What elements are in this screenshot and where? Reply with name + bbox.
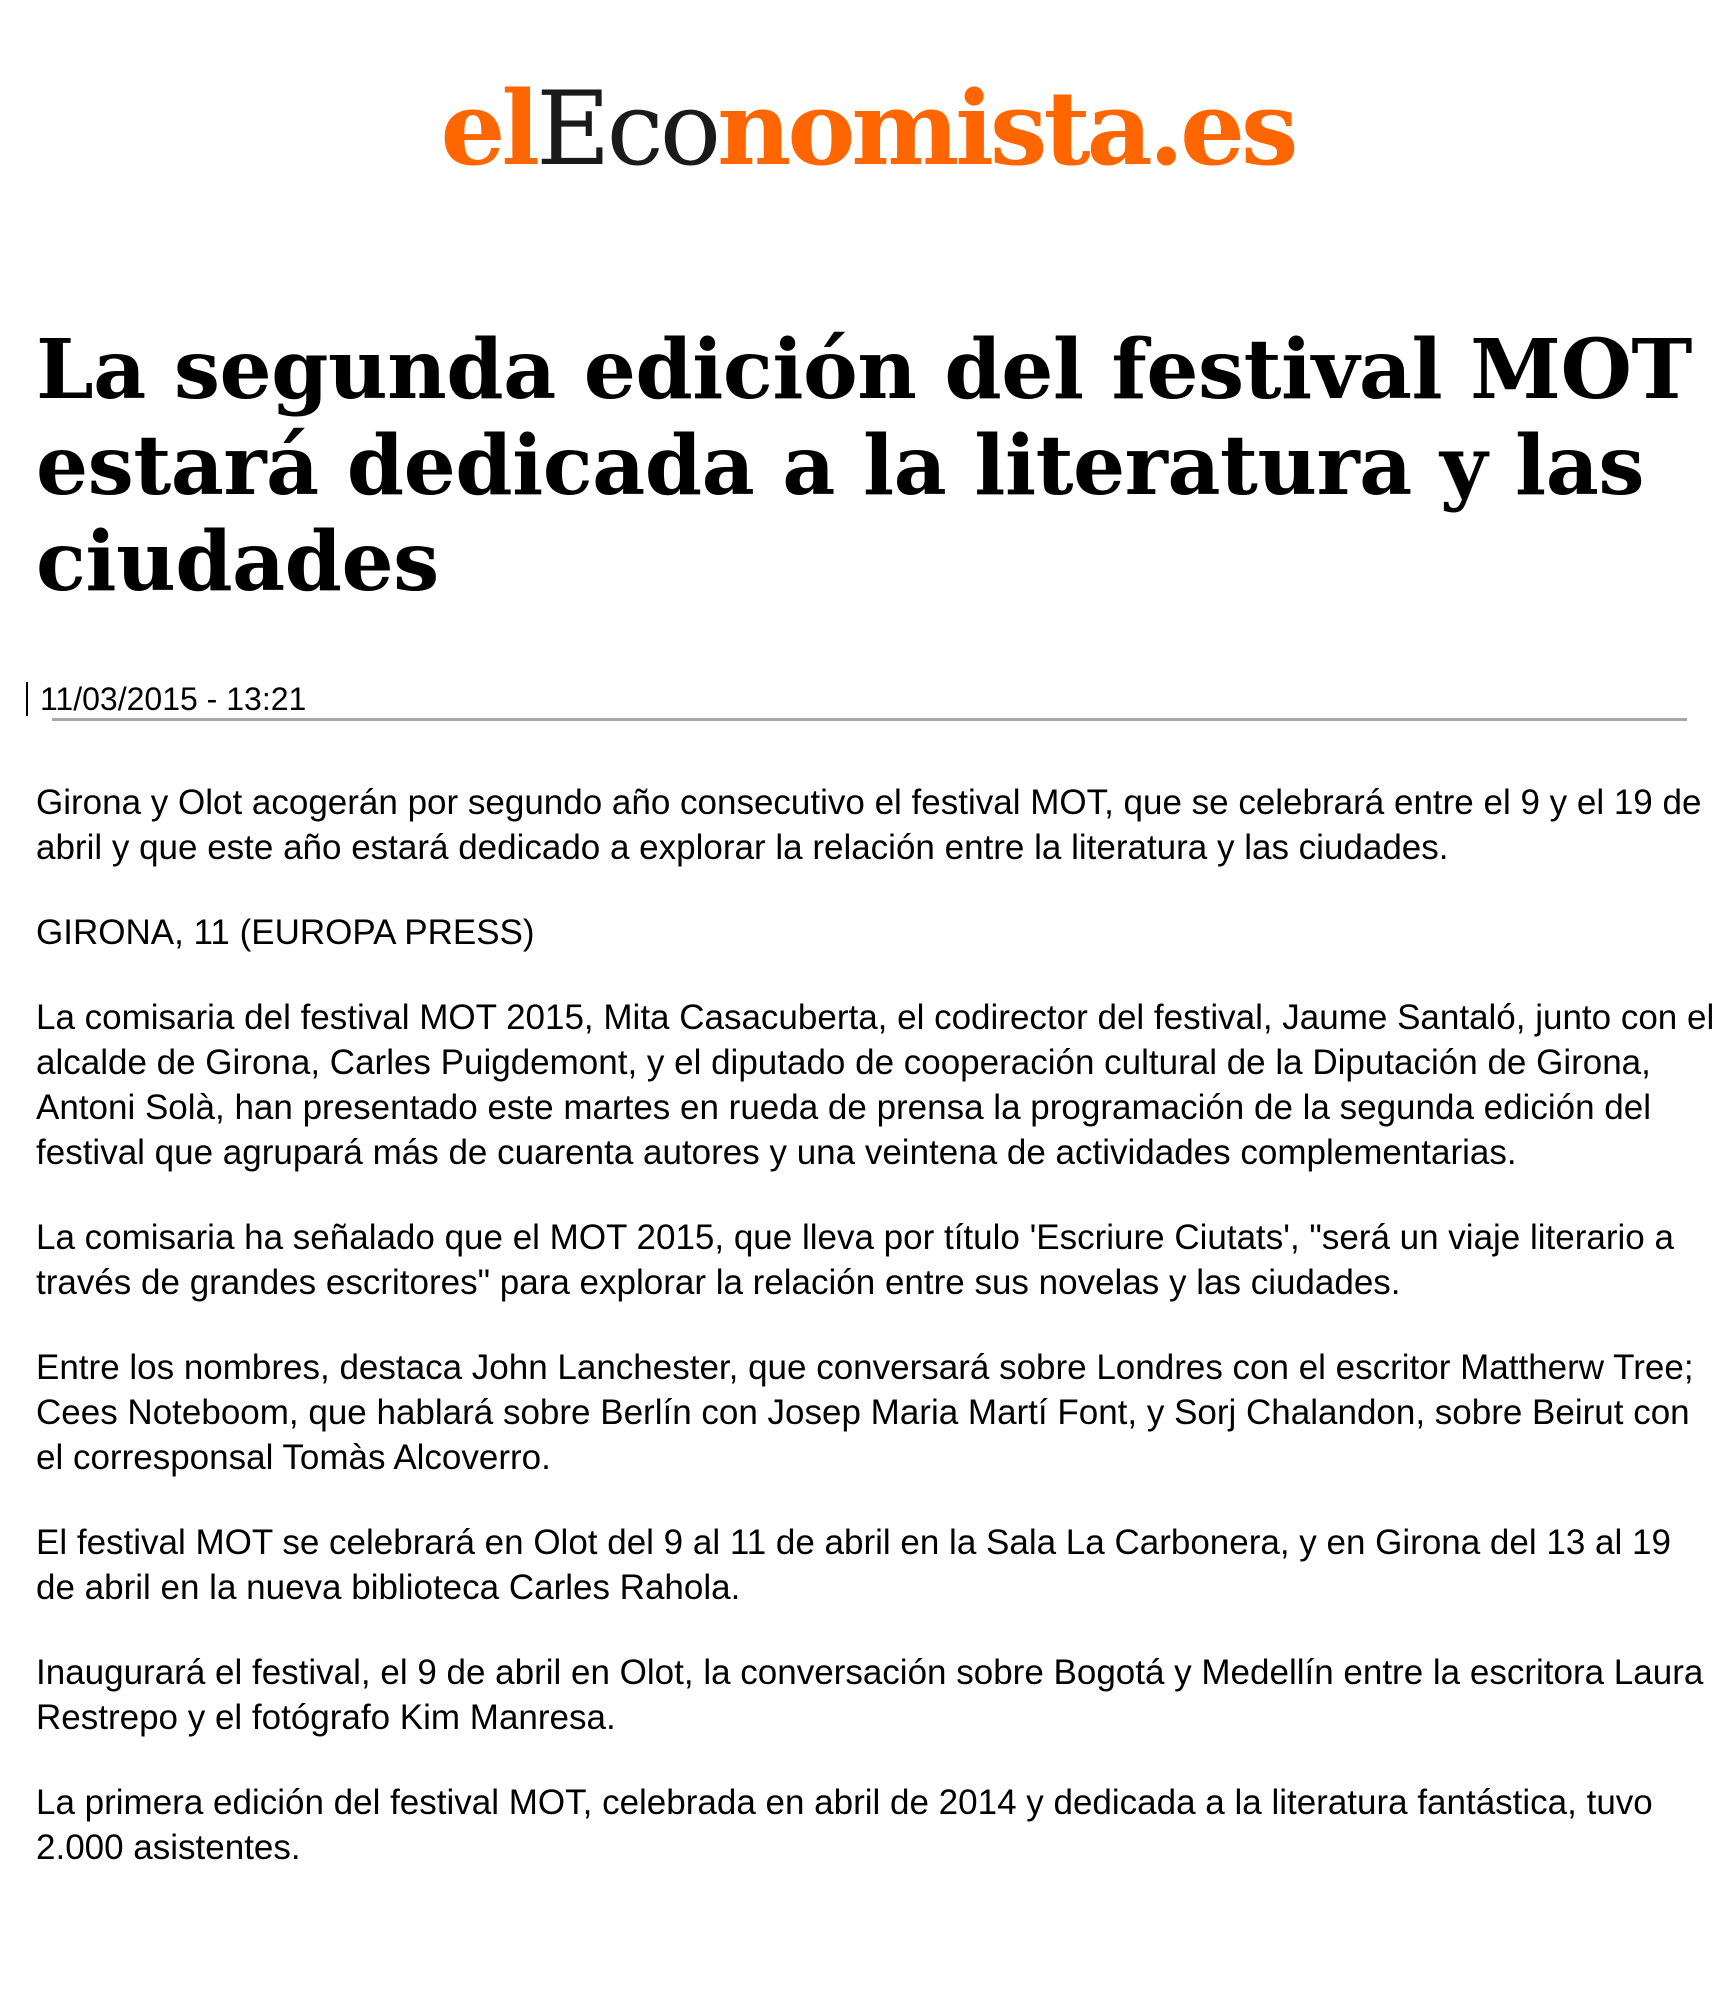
article-dateline (26, 680, 306, 718)
article-paragraph: Entre los nombres, destaca John Lanchester, que conversará sobre Londres con el escritor Mattherw Tree; Cees Noteboom, que hablará sobre Berlín con Josep Maria Martí Font, y Sorj Chalandon, sobre Beirut con el corresponsal Tomàs Alcoverro. (36, 1348, 1694, 1477)
dateline-separator (26, 682, 28, 716)
site-logo[interactable] (0, 69, 1735, 189)
article-paragraph: Inaugurará el festival, el 9 de abril en Olot, la conversación sobre Bogotá y Medellín entre la escritora Laura Restrepo y el fotógrafo Kim Manresa. (36, 1653, 1704, 1737)
publish-date: 11/03/2015 - 13:21 (40, 681, 307, 717)
dateline-divider (52, 718, 1687, 721)
logo-part-el: el (440, 69, 537, 189)
article-lead: Girona y Olot acogerán por segundo año consecutivo el festival MOT, que se celebrará entre el 9 y el 19 de abril y que este año estará dedicado a explorar la relación entre la literatura y las ciudades. (36, 783, 1702, 867)
article-paragraph: La comisaria del festival MOT 2015, Mita Casacuberta, el codirector del festival, Jaume Santaló, junto con el alcalde de Girona, Carles Puigdemont, y el diputado de cooperación cultural de la Diputación de Girona, Antoni Solà, han presentado este martes en rueda de prensa la programación de la segunda edición del festival que agrupará más de cuarenta autores y una veintena de actividades complementarias. (36, 998, 1715, 1172)
article-paragraph: El festival MOT se celebrará en Olot del 9 al 11 de abril en la Sala La Carbonera, y en Girona del 13 al 19 de abril en la nueva biblioteca Carles Rahola. (36, 1523, 1671, 1607)
article-paragraph: La comisaria ha señalado que el MOT 2015, que lleva por título 'Escriure Ciutats', "será un viaje literario a través de grandes escritores" para explorar la relación entre sus novelas y las ciudades. (36, 1218, 1674, 1302)
article-body (36, 780, 1716, 1910)
logo-part-nomista: nomista.es (717, 69, 1295, 189)
article-paragraph: La primera edición del festival MOT, celebrada en abril de 2014 y dedicada a la literatura fantástica, tuvo 2.000 asistentes. (36, 1783, 1653, 1867)
article-byline: GIRONA, 11 (EUROPA PRESS) (36, 913, 535, 952)
article-headline: La segunda edición del festival MOT estará dedicada a la literatura y las ciudades (36, 322, 1692, 610)
logo-part-eco: Eco (536, 70, 718, 189)
